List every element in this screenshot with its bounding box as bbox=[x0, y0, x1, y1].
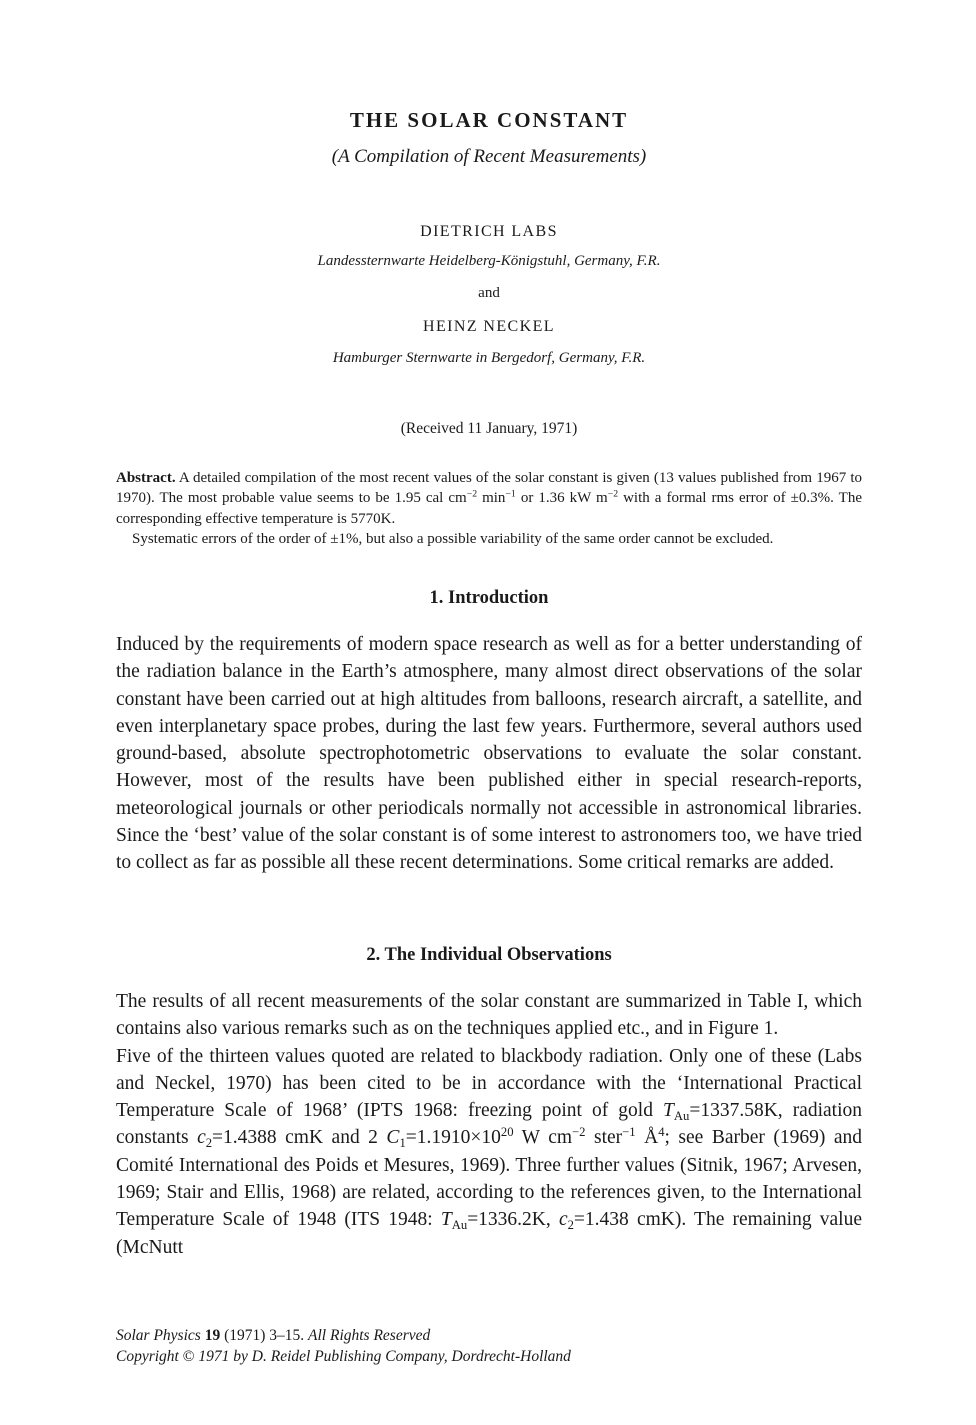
abstract bbox=[116, 468, 862, 550]
observations-paragraph-1: The results of all recent measurements of the solar constant are summarized in Table I, which contains also various remarks such as on the techniques applied etc., and in Figure 1. bbox=[116, 991, 862, 1040]
math-symbol: c bbox=[197, 1127, 206, 1149]
body-text: =1.1910×10 bbox=[405, 1127, 501, 1149]
abstract-paragraph-2: Systematic errors of the order of ±1%, but also a possible variability of the same order cannot be excluded. bbox=[132, 531, 774, 548]
exponent: −2 bbox=[466, 489, 478, 501]
journal-citation bbox=[116, 1325, 862, 1346]
body-text: =1.4388 cmK and 2 bbox=[212, 1127, 387, 1149]
body-text: W cm bbox=[513, 1127, 573, 1149]
math-symbol: T bbox=[440, 1209, 452, 1231]
body-text: =1.438 cmK). The remaining value (McNutt bbox=[116, 1209, 862, 1258]
page-footer bbox=[116, 1325, 862, 1367]
subscript: 2 bbox=[205, 1136, 213, 1151]
body-text: ster bbox=[585, 1127, 623, 1149]
exponent: −1 bbox=[505, 489, 516, 501]
abstract-text: A detailed compilation of the most recent values of the solar constant is given (13 values published from 1967 to 1970). The most probable value seems to be 1.95 cal cm bbox=[116, 470, 862, 507]
author-name-1: DIETRICH LABS bbox=[420, 223, 558, 240]
exponent: −1 bbox=[622, 1125, 636, 1140]
introduction-paragraph: Induced by the requirements of modern space research as well as for a better understanding of the radiation balance in the Earth’s atmosphere, many almost direct observations of the solar constant have been carried out at high altitudes from balloons, research aircraft, a satellite, and even interplanetary space probes, during the last few years. Furthermore, several authors used ground-based, absolute spectrophotometric observations to evaluate the solar constant. However, most of the results have been published either in special research-reports, meteorological journals or other periodicals normally not accessible in astronomical libraries. Since the ‘best’ value of the solar constant is of some interest to astronomers too, we have tried to collect as far as possible all these recent determinations. Some critical remarks are added. bbox=[116, 634, 862, 874]
journal-year-pages: (1971) 3–15. bbox=[220, 1327, 309, 1344]
copyright-text: Copyright bbox=[116, 1348, 183, 1365]
observations-paragraph-2 bbox=[116, 1043, 862, 1261]
math-symbol: c bbox=[558, 1209, 568, 1231]
abstract-text: or 1.36 kW m bbox=[515, 490, 608, 507]
body-text: =1337.58K, radiation constants bbox=[116, 1100, 863, 1149]
observations-body bbox=[116, 988, 862, 1261]
math-symbol: T bbox=[663, 1100, 674, 1122]
copyright-icon: © bbox=[182, 1348, 195, 1365]
paper-subtitle: (A Compilation of Recent Measurements) bbox=[331, 146, 647, 167]
abstract-paragraph-1 bbox=[116, 468, 862, 529]
subscript: Au bbox=[451, 1218, 468, 1233]
subscript: 1 bbox=[399, 1136, 406, 1151]
received-date: (Received 11 January, 1971) bbox=[400, 420, 578, 437]
copyright-text: 1971 by D. Reidel Publishing Company, Dordrecht-Holland bbox=[194, 1348, 571, 1365]
abstract-label: Abstract. bbox=[116, 470, 176, 486]
paper-title: THE SOLAR CONSTANT bbox=[349, 108, 629, 132]
exponent: 20 bbox=[500, 1125, 514, 1140]
section-heading-observations: 2. The Individual Observations bbox=[366, 945, 612, 965]
introduction-body bbox=[116, 631, 862, 877]
author-affiliation-2: Hamburger Sternwarte in Bergedorf, Germany, F.R. bbox=[332, 350, 646, 366]
body-text: =1336.2K, bbox=[467, 1209, 559, 1231]
abstract-text: min bbox=[477, 490, 506, 507]
exponent: −2 bbox=[607, 489, 619, 501]
rights-statement: All Rights Reserved bbox=[308, 1327, 431, 1344]
journal-name: Solar Physics bbox=[116, 1327, 201, 1344]
journal-volume: 19 bbox=[204, 1327, 221, 1344]
subscript: 2 bbox=[567, 1218, 574, 1233]
subscript: Au bbox=[673, 1108, 690, 1123]
author-affiliation-1: Landessternwarte Heidelberg-Königstuhl, Germany, F.R. bbox=[317, 253, 661, 269]
author-separator: and bbox=[478, 285, 500, 301]
body-text: ; see Barber (1969) and Comité International des Poids et Mesures, 1969). Three further values (Sitnik, 1967; Arvesen, 1969; Stair and Ellis, 1968) are related, according to the references given, to the International Temperature Scale of 1948 (ITS 1948: bbox=[116, 1127, 862, 1231]
author-name-2: HEINZ NECKEL bbox=[423, 318, 555, 335]
body-text: Å bbox=[635, 1127, 659, 1149]
exponent: −2 bbox=[572, 1125, 586, 1140]
section-heading-introduction: 1. Introduction bbox=[429, 588, 549, 608]
exponent: 4 bbox=[658, 1125, 665, 1140]
abstract-text: with a formal rms error of ±0.3%. The corresponding effective temperature is 5770K. bbox=[116, 490, 862, 527]
copyright-line bbox=[116, 1346, 862, 1367]
body-text: Five of the thirteen values quoted are related to blackbody radiation. Only one of these (Labs and Neckel, 1970) has been cited to be in accordance with the ‘International Practical Temperature Scale of 1968’ (IPTS 1968: freezing point of gold bbox=[116, 1045, 862, 1122]
math-symbol: C bbox=[386, 1127, 400, 1149]
